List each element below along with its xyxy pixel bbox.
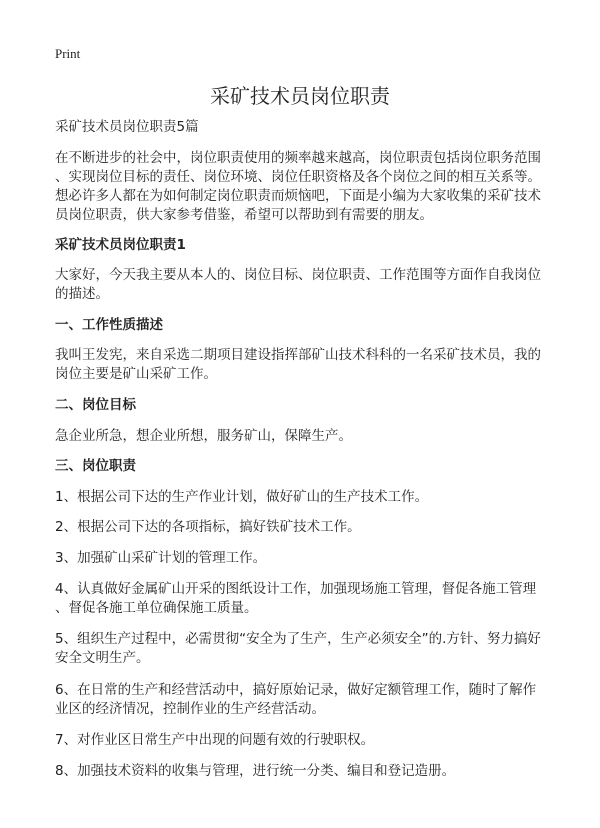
line: 急企业所急，想企业所想，服务矿山，保障生产。 <box>55 428 352 444</box>
duty-item <box>55 630 555 668</box>
line: 6、在日常的生产和经营活动中，搞好原始记录，做好定额管理工作，随时了解作 <box>55 682 537 698</box>
intro-paragraph <box>55 149 555 225</box>
line: 岗位主要是矿山采矿工作。 <box>55 366 217 382</box>
heading-text: 一、工作性质描述 <box>55 317 163 333</box>
line: 5、组织生产过程中，必需贯彻“安全为了生产，生产必须安全”的.方针、努力搞好 <box>55 631 541 647</box>
heading-goal <box>55 396 555 415</box>
heading-text: 三、岗位职责 <box>55 458 136 474</box>
duty-item <box>55 731 555 750</box>
duty-item <box>55 681 555 719</box>
subtitle <box>55 118 555 137</box>
page-title: 采矿技术员岗位职责 <box>210 84 390 108</box>
line: 3、加强矿山采矿计划的管理工作。 <box>55 550 267 566</box>
subtitle-text: 采矿技术员岗位职责5篇 <box>55 119 199 135</box>
duty-item <box>55 488 555 507</box>
goal-paragraph <box>55 427 555 446</box>
section-intro <box>55 266 555 304</box>
line: 的描述。 <box>55 286 109 302</box>
line: 1、根据公司下达的生产作业计划，做好矿山的生产技术工作。 <box>55 489 429 505</box>
heading-nature <box>55 316 555 335</box>
nature-paragraph <box>55 346 555 384</box>
line: 员岗位职责，供大家参考借鉴，希望可以帮助到有需要的朋友。 <box>55 207 433 223</box>
line: 安全文明生产。 <box>55 650 150 666</box>
line: 、实现岗位目标的责任、岗位环境、岗位任职资格及各个岗位之间的相互关系等。 <box>55 169 541 185</box>
duty-item <box>55 518 555 537</box>
duty-item <box>55 580 555 618</box>
line: 2、根据公司下达的各项指标，搞好铁矿技术工作。 <box>55 519 361 535</box>
line: 大家好，今天我主要从本人的、岗位目标、岗位职责、工作范围等方面作自我岗位 <box>55 267 541 283</box>
line: 8、加强技术资料的收集与管理，进行统一分类、编目和登记造册。 <box>55 763 456 779</box>
heading-duty <box>55 457 555 476</box>
line: 我叫王发宪，来自采选二期项目建设指挥部矿山技术科科的一名采矿技术员，我的 <box>55 347 541 363</box>
section-heading <box>55 236 555 255</box>
line: 7、对作业区日常生产中出现的问题有效的行驶职权。 <box>55 732 375 748</box>
line: 4、认真做好金属矿山开采的图纸设计工作，加强现场施工管理，督促各施工管理 <box>55 581 537 597</box>
line: 、督促各施工单位确保施工质量。 <box>55 600 258 616</box>
line: 在不断进步的社会中，岗位职责使用的频率越来越高，岗位职责包括岗位职务范围 <box>55 150 541 166</box>
print-link[interactable]: Print <box>55 46 81 61</box>
line: 业区的经济情况，控制作业的生产经营活动。 <box>55 701 325 717</box>
duty-item <box>55 762 555 781</box>
heading-text: 二、岗位目标 <box>55 397 136 413</box>
duty-item <box>55 549 555 568</box>
heading-text: 采矿技术员岗位职责1 <box>55 237 186 253</box>
line: 想必许多人都在为如何制定岗位职责而烦恼吧，下面是小编为大家收集的采矿技术 <box>55 188 541 204</box>
